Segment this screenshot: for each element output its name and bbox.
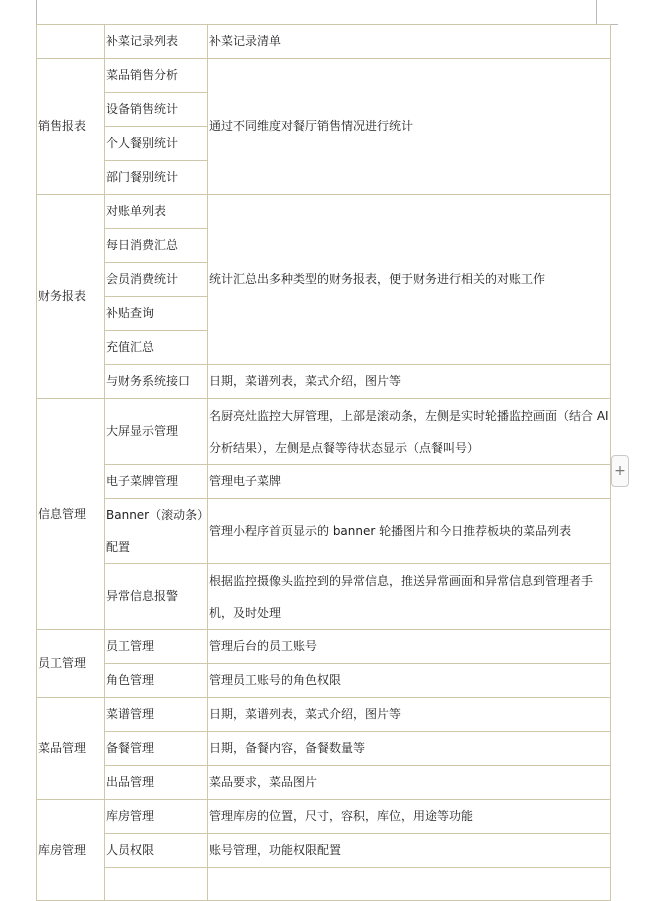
table-row <box>37 766 611 800</box>
table-row <box>37 800 611 834</box>
item-cell: 菜品销售分析 <box>105 59 208 93</box>
description-cell <box>208 868 611 901</box>
description-cell: 管理后台的员工账号 <box>208 630 611 664</box>
table-row <box>37 399 611 465</box>
category-cell <box>37 25 105 59</box>
item-cell: 出品管理 <box>105 766 208 800</box>
item-cell: 每日消费汇总 <box>105 229 208 263</box>
item-cell: 备餐管理 <box>105 732 208 766</box>
item-cell: 对账单列表 <box>105 195 208 229</box>
item-cell: 部门餐别统计 <box>105 161 208 195</box>
item-cell: 大屏显示管理 <box>105 399 208 465</box>
category-cell: 员工管理 <box>37 630 105 698</box>
table-row <box>37 195 611 229</box>
description-cell: 日期，菜谱列表，菜式介绍，图片等 <box>208 365 611 399</box>
description-cell: 日期，备餐内容，备餐数量等 <box>208 732 611 766</box>
description-cell: 菜品要求，菜品图片 <box>208 766 611 800</box>
table-row <box>37 732 611 766</box>
description-cell: 账号管理，功能权限配置 <box>208 834 611 868</box>
category-cell: 信息管理 <box>37 399 105 630</box>
item-cell: 角色管理 <box>105 664 208 698</box>
description-cell: 名厨亮灶监控大屏管理，上部是滚动条，左侧是实时轮播监控画面（结合 AI 分析结果），左侧是点餐等待状态显示（点餐叫号） <box>208 399 611 465</box>
category-cell: 销售报表 <box>37 59 105 195</box>
page-margin-mark-right <box>596 0 597 24</box>
item-cell <box>105 868 208 901</box>
table-row <box>37 59 611 93</box>
item-cell: 电子菜牌管理 <box>105 465 208 499</box>
page-margin-mark-left <box>36 0 37 24</box>
table-row <box>37 499 611 564</box>
table-row <box>37 834 611 868</box>
item-cell: 库房管理 <box>105 800 208 834</box>
table-row <box>37 365 611 399</box>
table-row <box>37 664 611 698</box>
item-cell: 补菜记录列表 <box>105 25 208 59</box>
description-cell: 管理电子菜牌 <box>208 465 611 499</box>
item-cell: 会员消费统计 <box>105 263 208 297</box>
item-cell: 充值汇总 <box>105 331 208 365</box>
description-cell: 管理库房的位置，尺寸，容积，库位，用途等功能 <box>208 800 611 834</box>
table-row <box>37 465 611 499</box>
item-cell: 菜谱管理 <box>105 698 208 732</box>
description-cell: 日期，菜谱列表，菜式介绍，图片等 <box>208 698 611 732</box>
item-cell: 人员权限 <box>105 834 208 868</box>
item-cell: 个人餐别统计 <box>105 127 208 161</box>
table-row <box>37 630 611 664</box>
description-cell: 统计汇总出多种类型的财务报表，便于财务进行相关的对账工作 <box>208 195 611 365</box>
category-cell: 菜品管理 <box>37 698 105 800</box>
category-cell: 财务报表 <box>37 195 105 399</box>
description-cell: 根据监控摄像头监控到的异常信息，推送异常画面和异常信息到管理者手机，及时处理 <box>208 564 611 630</box>
description-cell: 管理小程序首页显示的 banner 轮播图片和今日推荐板块的菜品列表 <box>208 499 611 564</box>
item-cell: 补贴查询 <box>105 297 208 331</box>
table-row <box>37 25 611 59</box>
item-cell: 员工管理 <box>105 630 208 664</box>
table-row <box>37 868 611 901</box>
item-cell: 与财务系统接口 <box>105 365 208 399</box>
description-cell: 补菜记录清单 <box>208 25 611 59</box>
item-cell: 异常信息报警 <box>105 564 208 630</box>
item-cell: Banner（滚动条）配置 <box>105 499 208 564</box>
add-row-button[interactable]: + <box>611 455 629 487</box>
table-row <box>37 698 611 732</box>
feature-table <box>36 24 611 901</box>
description-cell: 通过不同维度对餐厅销售情况进行统计 <box>208 59 611 195</box>
category-cell: 库房管理 <box>37 800 105 901</box>
table-row <box>37 564 611 630</box>
item-cell: 设备销售统计 <box>105 93 208 127</box>
description-cell: 管理员工账号的角色权限 <box>208 664 611 698</box>
